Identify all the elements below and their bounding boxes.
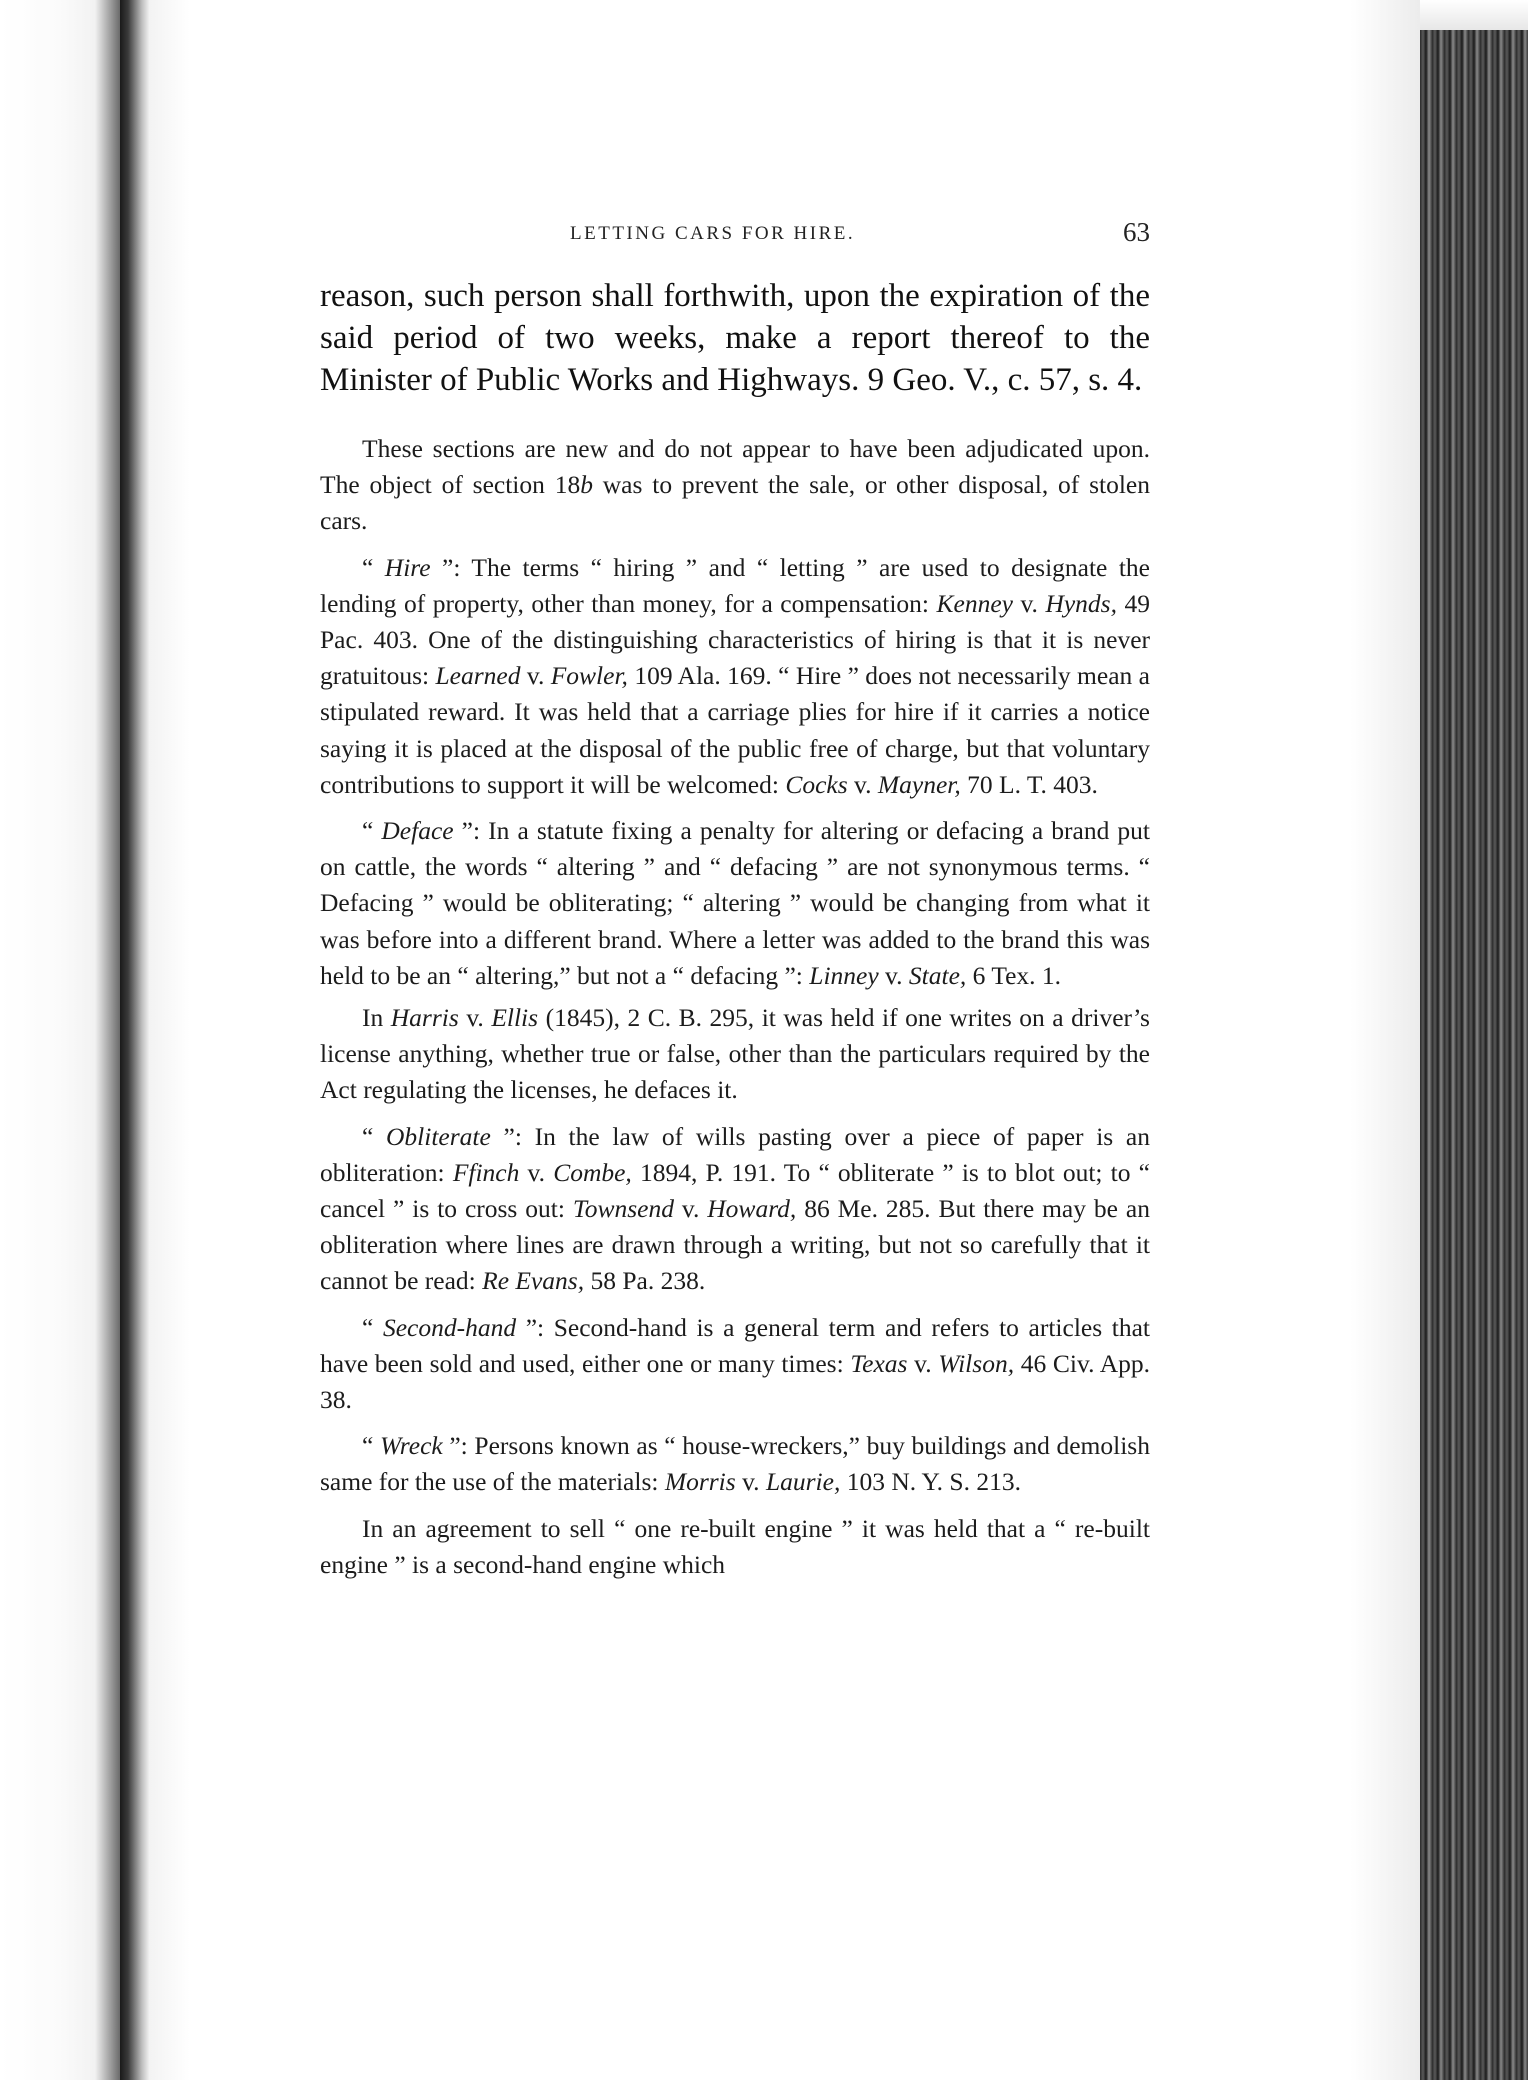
paragraph-deface bbox=[320, 813, 1150, 994]
text-run: 46 Civ. App. 38. bbox=[320, 1348, 1150, 1415]
text-run: In an agreement to sell “ one re-built engine ” it was held that a “ re-built engine ” is a second-hand engine which bbox=[320, 1513, 1150, 1579]
italic-run: Kenney bbox=[936, 588, 1013, 618]
text-run: “ bbox=[362, 1121, 387, 1151]
italic-run: Second-hand bbox=[382, 1312, 517, 1342]
text-run: v. bbox=[520, 661, 551, 691]
page-number: 63 bbox=[1123, 217, 1150, 247]
text-run: v. bbox=[458, 1003, 492, 1033]
italic-run: Re Evans, bbox=[482, 1266, 585, 1296]
italic-run: Fowler, bbox=[550, 661, 628, 691]
italic-run: Learned bbox=[435, 661, 521, 691]
text-run: ”: Second-hand is a general term and refers to articles that have been sold and used, either one or many times: bbox=[320, 1312, 1150, 1378]
italic-run: Ellis bbox=[491, 1003, 539, 1033]
italic-run: State, bbox=[908, 960, 967, 990]
page-stack-edge bbox=[1420, 30, 1528, 2080]
paragraph-rebuilt bbox=[320, 1511, 1150, 1583]
text-run: ”: In a statute fixing a penalty for altering or defacing a brand put on cattle, the words “ altering ” and “ defacing ” are not synonymous terms. “ Defacing ” would be obliterating; “ altering ” would be changing from what it was before into a different brand. Where a letter was added to the brand this was held to be an “ altering,” but not a “ defacing ”: bbox=[320, 816, 1150, 990]
italic-run: Hire bbox=[384, 552, 431, 582]
paragraph-wreck bbox=[320, 1428, 1150, 1500]
text-run: 86 Me. 285. But there may be an obliteration where lines are drawn through a writing, but not so carefully that it cannot be read: bbox=[320, 1194, 1150, 1296]
italic-run: Harris bbox=[390, 1003, 459, 1033]
commentary bbox=[320, 431, 1150, 1583]
italic-run: b bbox=[580, 470, 593, 500]
text-run: was to prevent the sale, or other disposal, of stolen cars. bbox=[320, 470, 1150, 536]
italic-run: Morris bbox=[664, 1467, 736, 1497]
text-run: “ bbox=[362, 1431, 380, 1461]
italic-run: Linney bbox=[809, 960, 879, 990]
italic-run: Obliterate bbox=[386, 1121, 491, 1151]
text-run: v. bbox=[519, 1157, 554, 1187]
text-run: 103 N. Y. S. 213. bbox=[840, 1467, 1021, 1497]
text-run: 109 Ala. 169. “ Hire ” does not necessarily mean a stipulated reward. It was held that a carriage plies for hire if it carries a notice saying it is placed at the disposal of the public free of charge, but that voluntary contributions to support it will be welcomed: bbox=[320, 661, 1150, 799]
text-run: v. bbox=[1012, 588, 1046, 618]
paragraph-hire bbox=[320, 550, 1150, 803]
italic-run: Texas bbox=[850, 1348, 908, 1378]
running-head-title: LETTING CARS FOR HIRE. bbox=[570, 223, 856, 244]
italic-run: Mayner, bbox=[877, 769, 961, 799]
italic-run: Hynds, bbox=[1045, 588, 1117, 618]
italic-run: Deface bbox=[381, 816, 454, 846]
italic-run: Wreck bbox=[379, 1431, 443, 1461]
paragraph-harris bbox=[320, 1000, 1150, 1109]
italic-run: Howard, bbox=[707, 1194, 797, 1224]
text-run: In bbox=[362, 1003, 391, 1033]
text-run: 6 Tex. 1. bbox=[966, 960, 1062, 990]
italic-run: Laurie, bbox=[765, 1467, 841, 1497]
text-run: v. bbox=[907, 1348, 939, 1378]
italic-run: Cocks bbox=[785, 769, 848, 799]
text-run: ”: Persons known as “ house-wreckers,” buy buildings and demolish same for the use of the materials: bbox=[320, 1431, 1150, 1497]
page-content bbox=[320, 205, 1150, 1589]
text-run: ”: In the law of wills pasting over a piece of paper is an obliteration: bbox=[320, 1121, 1150, 1187]
text-run: “ bbox=[362, 552, 385, 582]
text-run: v. bbox=[673, 1194, 708, 1224]
italic-run: Ffinch bbox=[452, 1157, 520, 1187]
statute-text: reason, such person shall forthwith, upon the expiration of the said period of two weeks, make a report thereof to the Minister of Public Works and Highways. 9 Geo. V., c. 57, s. 4. bbox=[320, 278, 1150, 398]
italic-run: Combe, bbox=[553, 1157, 632, 1187]
text-run: 58 Pa. 238. bbox=[584, 1266, 706, 1296]
text-run: ”: The terms “ hiring ” and “ letting ” are used to designate the lending of property, other than money, for a compensation: bbox=[320, 552, 1150, 618]
paragraph-obliterate bbox=[320, 1119, 1150, 1300]
text-run: “ bbox=[362, 816, 382, 846]
text-run: These sections are new and do not appear to have been adjudicated upon. The object of section 18 bbox=[320, 434, 1150, 500]
book-gutter-shadow bbox=[120, 0, 150, 2080]
italic-run: Townsend bbox=[572, 1194, 674, 1224]
text-run: 1894, P. 191. To “ obliterate ” is to blot out; to “ cancel ” is to cross out: bbox=[320, 1157, 1150, 1224]
left-page-edge bbox=[0, 0, 120, 2080]
text-run: (1845), 2 C. B. 295, it was held if one writes on a driver’s license anything, whether true or false, other than the particulars required by the Act regulating the licenses, he defaces it. bbox=[320, 1003, 1150, 1105]
text-run: 70 L. T. 403. bbox=[960, 769, 1098, 799]
text-run: v. bbox=[847, 769, 878, 799]
text-run: “ bbox=[362, 1312, 383, 1342]
text-run: 49 Pac. 403. One of the distinguishing characteristics of hiring is that it is never gratuitous: bbox=[320, 588, 1150, 691]
text-run: v. bbox=[735, 1467, 766, 1497]
running-head bbox=[320, 205, 1150, 275]
italic-run: Wilson, bbox=[938, 1348, 1015, 1378]
paragraph-intro bbox=[320, 431, 1150, 540]
text-run: v. bbox=[878, 960, 909, 990]
paragraph-second-hand bbox=[320, 1310, 1150, 1419]
